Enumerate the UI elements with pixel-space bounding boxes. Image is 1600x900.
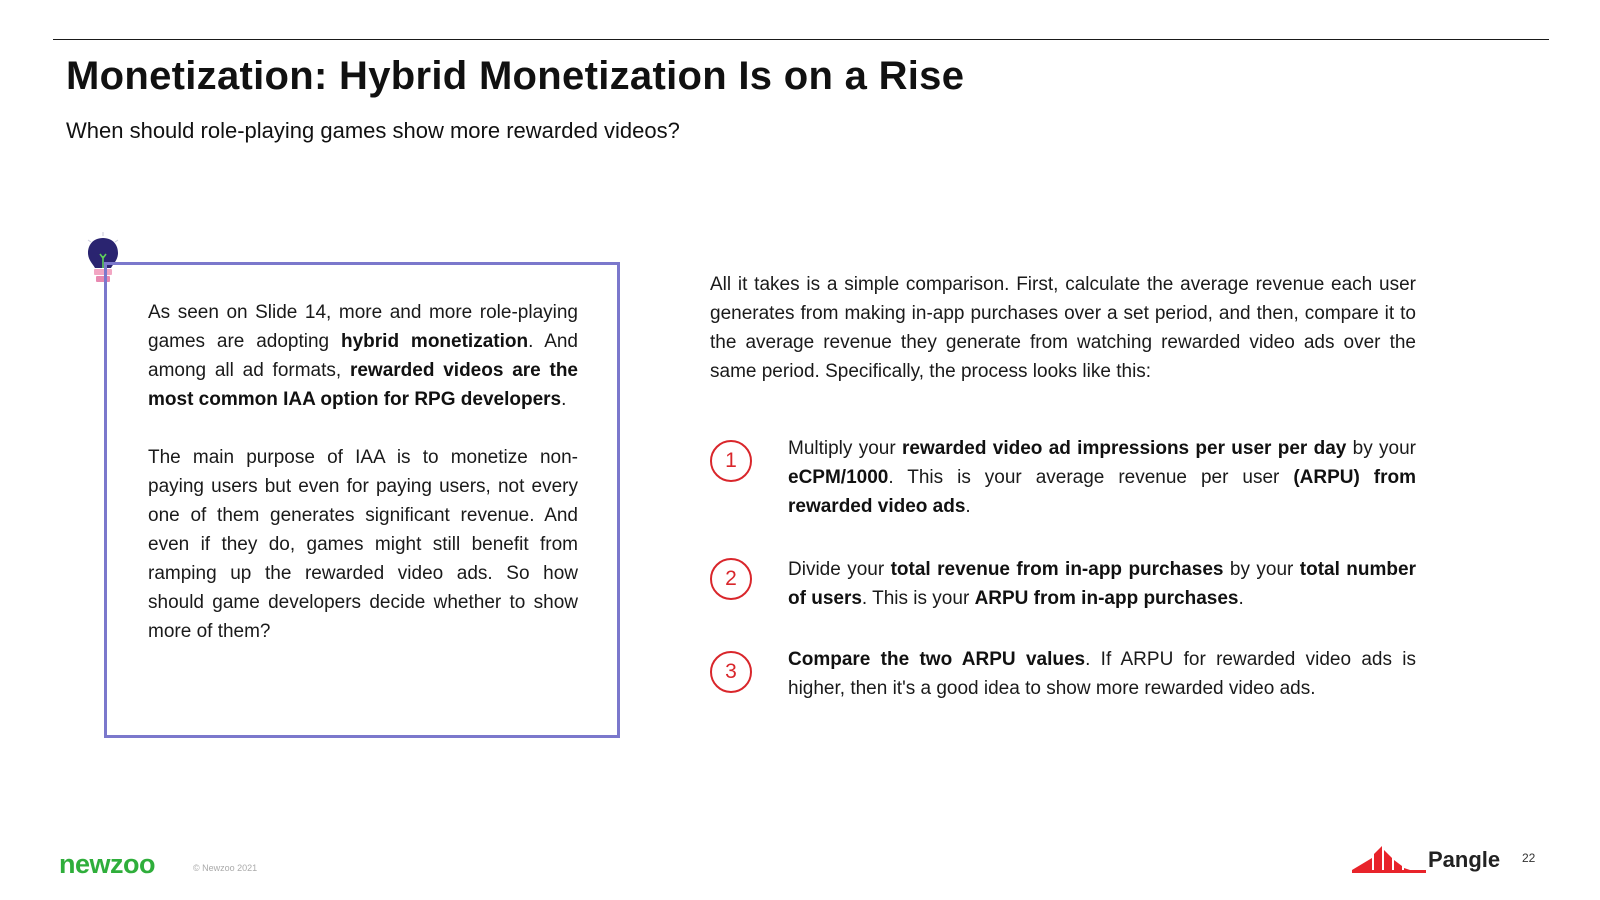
newzoo-logo: newzoo: [59, 849, 155, 879]
top-divider: [53, 39, 1549, 40]
step-number-badge: 2: [710, 558, 752, 600]
info-paragraph-2: The main purpose of IAA is to monetize non-paying users but even for paying users, not every one of them generates significant revenue. And even if they do, games might still benefit from ramping up the rewarded video ads. So how should game developers decide whether to show more of them?: [148, 447, 578, 642]
step-text: Compare the two ARPU values. If ARPU for rewarded video ads is higher, then it's a good idea to show more rewarded video ads.: [788, 649, 1416, 699]
slide-title: Monetization: Hybrid Monetization Is on a Rise: [66, 54, 965, 98]
step-number-badge: 3: [710, 651, 752, 693]
step-text: Divide your total revenue from in-app purchases by your total number of users. This is your ARPU from in-app purchases.: [788, 559, 1416, 609]
info-box-text: [148, 298, 578, 646]
pangle-logo: [1352, 844, 1514, 878]
page-number: 22: [1522, 851, 1536, 865]
pangle-wordmark: Pangle: [1428, 847, 1501, 872]
copyright-text: © Newzoo 2021: [193, 863, 258, 873]
step-text: Multiply your rewarded video ad impressions per user per day by your eCPM/1000. This is your average revenue per user (ARPU) from rewarded video ads.: [788, 438, 1417, 517]
slide-subtitle: When should role-playing games show more rewarded videos?: [66, 118, 680, 143]
step-number-badge: 1: [710, 440, 752, 482]
info-paragraph-1: As seen on Slide 14, more and more role-playing games are adopting hybrid monetization. And among all ad formats, rewarded videos are the most common IAA option for RPG developers.: [148, 302, 578, 410]
intro-paragraph: All it takes is a simple comparison. First, calculate the average revenue each user generates from making in-app purchases over a set period, and then, compare it to the average revenue they generate from watching rewarded video ads over the same period. Specifically, the process looks like this:: [710, 274, 1416, 382]
pangle-logo-icon: [1352, 844, 1426, 876]
